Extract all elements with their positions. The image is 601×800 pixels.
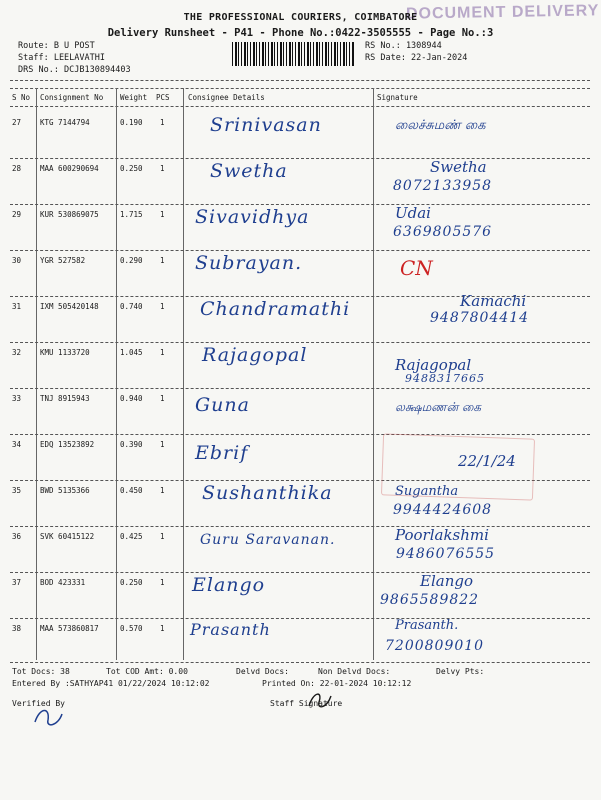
delvy-pts: Delvy Pts: xyxy=(436,667,485,676)
row-consignee: Swetha xyxy=(210,160,288,182)
row-weight: 1.045 xyxy=(120,348,143,357)
row-signature-phone: 9944424608 xyxy=(393,502,493,518)
row-consignment: KTG 7144794 xyxy=(40,118,90,127)
row-signature-phone: 7200809010 xyxy=(385,638,485,654)
verifier-signature-mark xyxy=(30,702,70,732)
table-row xyxy=(10,292,590,342)
row-weight: 0.740 xyxy=(120,302,143,311)
drs-label: DRS No.: DCJB130894403 xyxy=(18,65,131,75)
row-weight: 0.425 xyxy=(120,532,143,541)
row-consignment: EDQ 13523892 xyxy=(40,440,95,449)
row-signature: லைச்சுமண் கை xyxy=(395,118,486,133)
row-weight: 0.390 xyxy=(120,440,143,449)
rs-date: RS Date: 22-Jan-2024 xyxy=(365,53,468,63)
header-rule-bottom xyxy=(10,106,590,107)
row-sno: 29 xyxy=(12,210,22,219)
row-weight: 0.190 xyxy=(120,118,143,127)
row-pcs: 1 xyxy=(160,302,165,311)
col-header-consignment: Consignment No xyxy=(40,93,104,102)
row-pcs: 1 xyxy=(160,256,165,265)
delvd-docs: Delvd Docs: xyxy=(236,667,289,676)
row-consignee: Sivavidhya xyxy=(195,206,310,228)
tot-cod: Tot COD Amt: 0.00 xyxy=(106,667,188,676)
row-signature-phone: 9865589822 xyxy=(380,592,480,608)
table-row xyxy=(10,342,590,388)
runsheet-subtitle: Delivery Runsheet - P41 - Phone No.:0422-3505555 - Page No.:3 xyxy=(107,27,494,39)
row-sno: 30 xyxy=(12,256,22,265)
row-consignment: KUR 530869075 xyxy=(40,210,99,219)
row-consignment: TNJ 8915943 xyxy=(40,394,90,403)
row-pcs: 1 xyxy=(160,578,165,587)
row-signature: Udai xyxy=(395,204,431,222)
row-consignee: Chandramathi xyxy=(200,298,351,320)
row-consignee: Elango xyxy=(192,574,266,596)
row-sno: 32 xyxy=(12,348,22,357)
row-weight: 1.715 xyxy=(120,210,143,219)
row-signature: CN xyxy=(400,256,433,280)
row-consignment: BOD 423331 xyxy=(40,578,86,587)
row-sno: 28 xyxy=(12,164,22,173)
row-consignee: Prasanth xyxy=(190,620,271,639)
row-sno: 37 xyxy=(12,578,22,587)
row-consignment: IXM 505420148 xyxy=(40,302,99,311)
row-weight: 0.290 xyxy=(120,256,143,265)
barcode xyxy=(232,42,354,66)
row-consignment: MAA 573860817 xyxy=(40,624,99,633)
row-sno: 27 xyxy=(12,118,22,127)
row-weight: 0.570 xyxy=(120,624,143,633)
row-signature: Rajagopal xyxy=(395,356,472,374)
delivery-stamp-mark xyxy=(381,433,535,500)
tot-docs: Tot Docs: 38 xyxy=(12,667,70,676)
row-signature-phone: 9487804414 xyxy=(430,310,530,326)
row-pcs: 1 xyxy=(160,348,165,357)
row-signature: Elango xyxy=(420,572,473,590)
col-header-weight: Weight xyxy=(120,93,148,102)
table-row xyxy=(10,250,590,296)
col-header-pcs: PCS xyxy=(156,93,170,102)
row-signature: Swetha xyxy=(430,158,487,176)
row-consignment: KMU 1133720 xyxy=(40,348,90,357)
row-consignee: Sushanthika xyxy=(202,482,333,504)
row-signature: Prasanth. xyxy=(395,618,459,633)
table-row xyxy=(10,572,590,618)
rs-info xyxy=(365,40,467,64)
entered-by: Entered By :SATHYAP41 01/22/2024 10:12:02 xyxy=(12,679,210,688)
col-header-sno: S No xyxy=(12,93,31,102)
row-pcs: 1 xyxy=(160,164,165,173)
staff-label: Staff: LEELAVATHI xyxy=(18,53,105,63)
footer-rule xyxy=(10,662,590,663)
row-pcs: 1 xyxy=(160,210,165,219)
row-sno: 31 xyxy=(12,302,22,311)
route-info xyxy=(18,40,131,76)
table-row xyxy=(10,526,590,572)
row-signature: Poorlakshmi xyxy=(395,526,489,544)
table-row xyxy=(10,112,590,158)
row-weight: 0.450 xyxy=(120,486,143,495)
row-signature-phone: 6369805576 xyxy=(393,224,493,240)
col-header-consignee: Consignee Details xyxy=(188,93,265,102)
rs-number: RS No.: 1308944 xyxy=(365,41,442,51)
staff-signature-mark xyxy=(305,688,335,714)
row-consignee: Rajagopal xyxy=(202,344,308,366)
row-weight: 0.250 xyxy=(120,578,143,587)
row-pcs: 1 xyxy=(160,624,165,633)
printed-on: Printed On: 22-01-2024 10:12:12 xyxy=(262,679,412,688)
row-pcs: 1 xyxy=(160,532,165,541)
row-consignment: YGR 527582 xyxy=(40,256,86,265)
table-row xyxy=(10,158,590,204)
non-delvd-docs: Non Delvd Docs: xyxy=(318,667,391,676)
row-sno: 38 xyxy=(12,624,22,633)
header-rule-top xyxy=(10,80,590,81)
row-pcs: 1 xyxy=(160,394,165,403)
header-rule-2 xyxy=(10,88,590,89)
document-delivery-stamp: DOCUMENT DELIVERY xyxy=(405,2,600,23)
row-signature: 22/1/24 xyxy=(458,452,516,470)
table-row xyxy=(10,618,590,664)
row-consignment: SVK 60415122 xyxy=(40,532,95,541)
row-sno: 33 xyxy=(12,394,22,403)
row-consignee: Subrayan. xyxy=(195,252,303,274)
row-sno: 35 xyxy=(12,486,22,495)
row-consignee: Ebrif xyxy=(195,442,249,464)
staff-signature-label: Staff Signature xyxy=(270,699,343,708)
row-consignment: MAA 600290694 xyxy=(40,164,99,173)
row-signature-phone: 8072133958 xyxy=(393,178,493,194)
row-consignee: Srinivasan xyxy=(210,114,322,136)
row-pcs: 1 xyxy=(160,118,165,127)
row-signature-phone: 9488317665 xyxy=(405,372,485,385)
row-weight: 0.940 xyxy=(120,394,143,403)
row-consignee: Guna xyxy=(195,394,250,416)
col-header-signature: Signature xyxy=(377,93,418,102)
row-weight: 0.250 xyxy=(120,164,143,173)
verified-by: Verified By xyxy=(12,699,65,708)
row-signature-phone: 9486076555 xyxy=(396,546,496,562)
route-label: Route: B U POST xyxy=(18,41,95,51)
table-row xyxy=(10,204,590,250)
row-sno: 34 xyxy=(12,440,22,449)
row-sno: 36 xyxy=(12,532,22,541)
row-signature: லக்ஷமணன் கை xyxy=(395,400,482,414)
row-pcs: 1 xyxy=(160,486,165,495)
row-pcs: 1 xyxy=(160,440,165,449)
row-signature: Kamachi xyxy=(460,292,527,310)
row-consignee: Guru Saravanan. xyxy=(200,532,336,548)
row-signature: Sugantha xyxy=(395,484,459,499)
row-consignment: BWD 5135366 xyxy=(40,486,90,495)
company-title: THE PROFESSIONAL COURIERS, COIMBATORE xyxy=(183,12,418,23)
table-row xyxy=(10,388,590,434)
